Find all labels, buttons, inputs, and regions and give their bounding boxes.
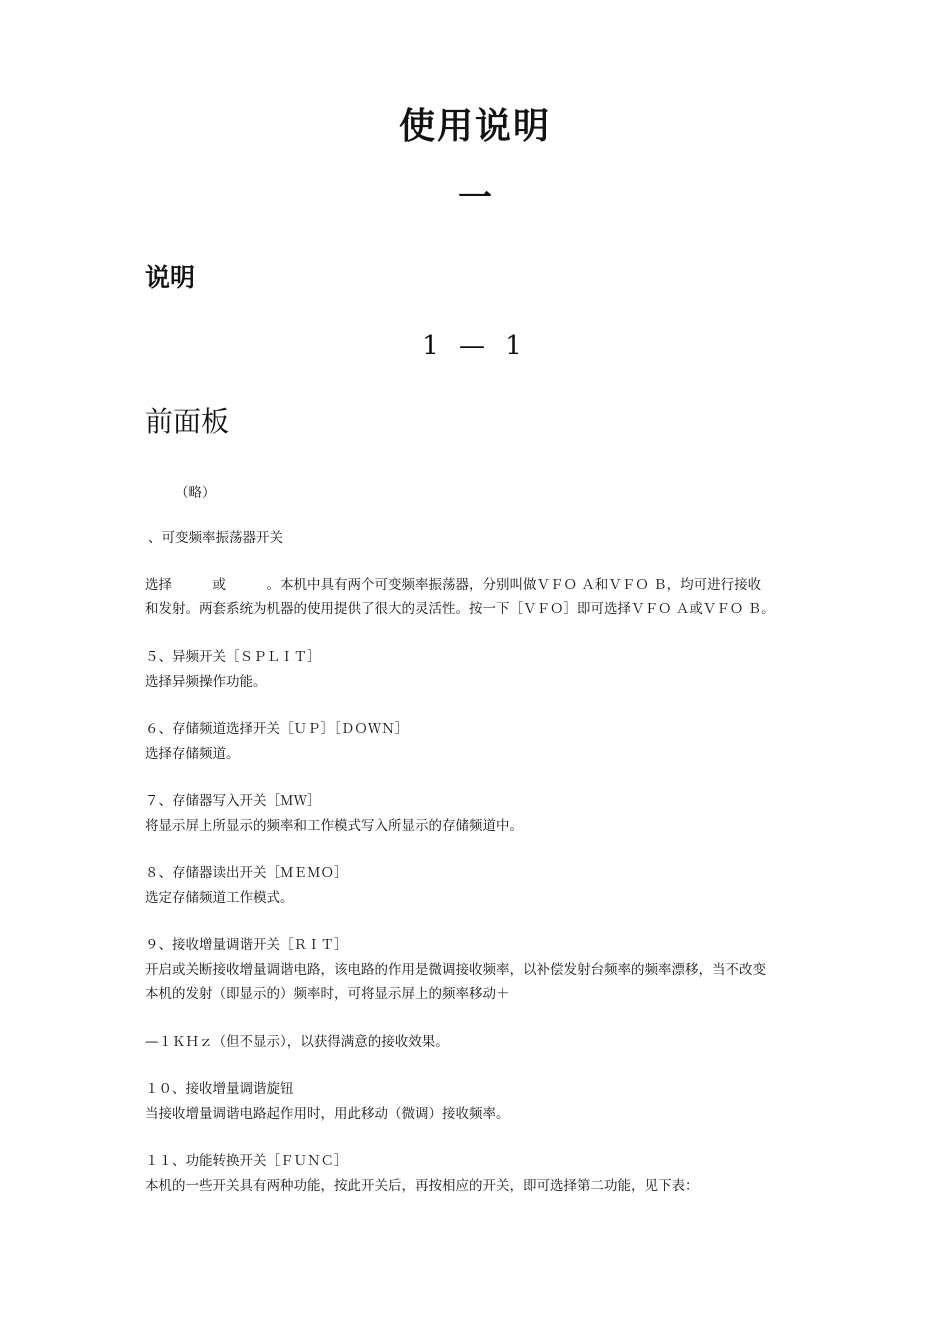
item-text-split: 选择异频操作功能。 (145, 674, 267, 690)
item-heading-vfo: 、可变频率振荡器开关 (148, 530, 283, 546)
document-title: 使用说明 (398, 106, 551, 147)
item-text-vfo-line-2: 和发射。两套系统为机器的使用提供了很大的灵活性。按一下［ＶＦＯ］即可选择ＶＦＯ Ａ或ＶＦＯ Ｂ。 (145, 601, 775, 617)
item-text-rit-knob: 当接收增量调谐电路起作用时，用此移动（微调）接收频率。 (145, 1106, 510, 1122)
item-text-rit-line-1: 开启或关断接收增量调谐电路，该电路的作用是微调接收频率，以补偿发射台频率的频率漂移，当不改变 (145, 962, 766, 978)
item-text-rit-line-2: 本机的发射（即显示的）频率时，可将显示屏上的频率移动＋ (145, 986, 510, 1002)
item-text-mw: 将显示屏上所显示的频率和工作模式写入所显示的存储频道中。 (145, 818, 523, 834)
chapter-number: 一 (458, 178, 492, 218)
subsection-heading: 前面板 (145, 405, 230, 438)
item-text-vfo-line-1: 选择 或 。本机中具有两个可变频率振荡器，分别叫做ＶＦＯ Ａ和ＶＦＯ Ｂ，均可进行接收 (145, 577, 762, 593)
item-heading-mw: ７、存储器写入开关［ＭＷ］ (145, 793, 321, 809)
section-heading: 说明 (145, 263, 196, 292)
item-heading-rit-knob: １０、接收增量调谐旋钮 (145, 1081, 294, 1097)
item-text-up-down: 选择存储频道。 (145, 746, 240, 762)
item-heading-func: １１、功能转换开关［ＦＵＮＣ］ (145, 1153, 348, 1169)
section-number: 1 — 1 (422, 331, 528, 361)
item-heading-rit: ９、接收增量调谐开关［ＲＩＴ］ (145, 937, 348, 953)
item-heading-up-down: ６、存储频道选择开关［ＵＰ］［ＤＯＷＮ］ (145, 721, 409, 737)
item-text-func: 本机的一些开关具有两种功能，按此开关后，再按相应的开关，即可选择第二功能，见下表： (145, 1178, 699, 1194)
omitted-note: （略） (175, 485, 216, 501)
item-heading-split: ５、异频开关［ＳＰＬＩＴ］ (145, 649, 321, 665)
item-heading-memo: ８、存储器读出开关［ＭＥＭＯ］ (145, 865, 348, 881)
item-text-rit-line-3: —１ＫＨｚ（但不显示），以获得满意的接收效果。 (145, 1034, 449, 1050)
item-text-memo: 选定存储频道工作模式。 (145, 890, 294, 906)
